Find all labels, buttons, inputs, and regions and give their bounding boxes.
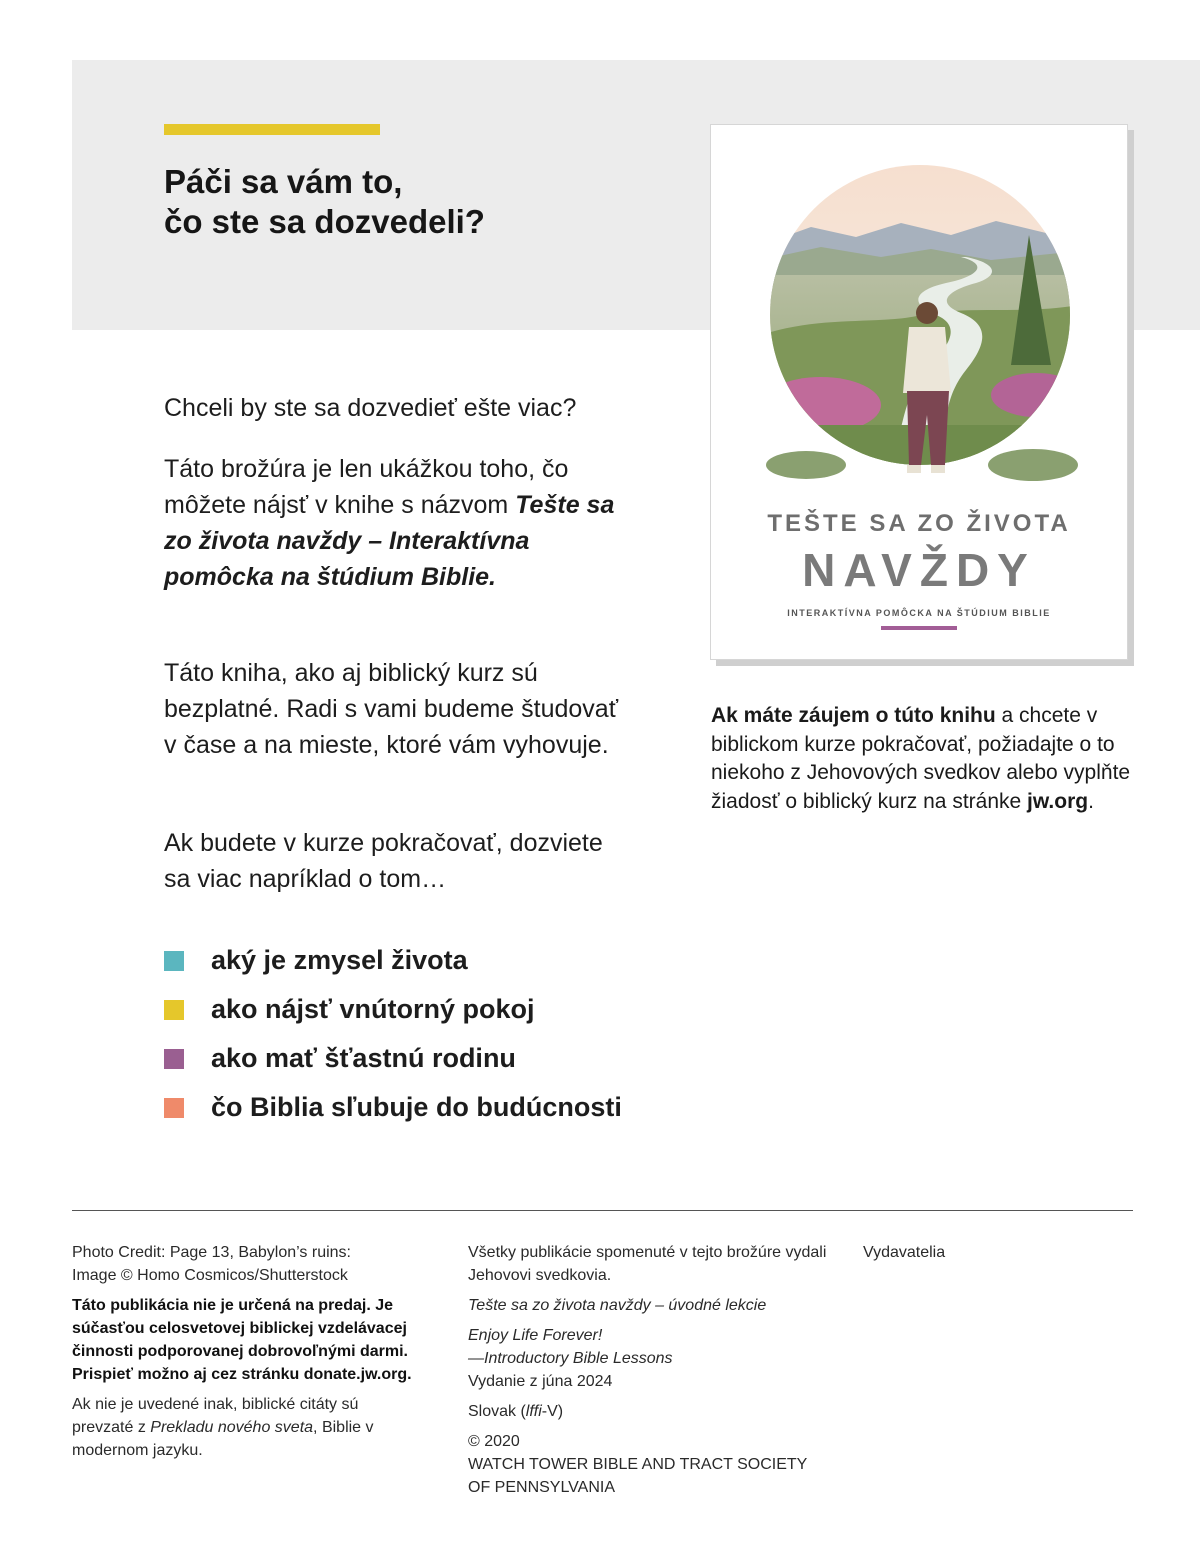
edition-text: Vydanie z júna 2024 bbox=[468, 1373, 613, 1390]
teal-square-icon bbox=[164, 951, 184, 971]
footer-column-3 bbox=[863, 1241, 1063, 1271]
page-title-line1: Páči sa vám to, bbox=[164, 163, 403, 200]
publishers-label: Vydavatelia bbox=[863, 1244, 946, 1261]
topic-label: ako nájsť vnútorný pokoj bbox=[211, 994, 535, 1024]
man-walking-on-path-landscape-image bbox=[761, 165, 1079, 505]
book-cover bbox=[710, 124, 1128, 660]
language-prefix: Slovak ( bbox=[468, 1403, 526, 1420]
footer-divider bbox=[72, 1210, 1133, 1211]
list-item bbox=[164, 1034, 622, 1083]
photo-credit-line1: Photo Credit: Page 13, Babylon’s ruins: bbox=[72, 1244, 351, 1261]
society-line2: OF PENNSYLVANIA bbox=[468, 1479, 615, 1496]
cover-title-line2: NAVŽDY bbox=[802, 544, 1036, 596]
photo-credit bbox=[72, 1241, 412, 1287]
brochure-description-text: Táto brožúra je len ukážkou toho, čo môžete nájsť v knihe s názvom bbox=[164, 455, 569, 519]
english-title-line2: —Introductory Bible Lessons bbox=[468, 1350, 673, 1367]
brochure-description bbox=[164, 451, 624, 595]
language-code-text bbox=[468, 1400, 838, 1423]
cover-subtitle: INTERAKTÍVNA POMÔCKA NA ŠTÚDIUM BIBLIE bbox=[787, 608, 1051, 618]
cover-accent-line bbox=[881, 626, 957, 630]
book-request-text bbox=[711, 702, 1141, 816]
photo-credit-line2: Image © Homo Cosmicos/Shutterstock bbox=[72, 1267, 348, 1284]
book-title-inline: Tešte sa zo života navždy – Interaktívna pomôcka na štúdium Biblie. bbox=[164, 491, 615, 591]
purple-square-icon bbox=[164, 1049, 184, 1069]
accent-bar bbox=[164, 124, 380, 135]
free-course-text: Táto kniha, ako aj biblický kurz sú bezplatné. Radi s vami budeme študovať v čase a na mieste, ktoré vám vyhovuje. bbox=[164, 659, 619, 759]
copyright-year: © 2020 bbox=[468, 1433, 520, 1450]
yellow-square-icon bbox=[164, 1000, 184, 1020]
topic-list bbox=[164, 936, 622, 1132]
topic-label: čo Biblia sľubuje do budúcnosti bbox=[211, 1092, 622, 1122]
topic-label: ako mať šťastnú rodinu bbox=[211, 1043, 516, 1073]
language-code: lffi bbox=[525, 1403, 542, 1420]
publications-note: Všetky publikácie spomenuté v tejto brožúre vydali Jehovovi svedkovia. bbox=[468, 1244, 827, 1284]
language-suffix: -V) bbox=[541, 1403, 564, 1420]
jw-org-link[interactable]: jw.org bbox=[1027, 789, 1089, 813]
not-for-sale-notice: Táto publikácia nie je určená na predaj. Je súčasťou celosvetovej biblickej vzdelávacej činnosti podporovanej dobrovoľnými darmi. Prispieť možno aj cez stránku donate.jw.org. bbox=[72, 1297, 412, 1383]
list-item bbox=[164, 1083, 622, 1132]
citation-end: , Biblie v modernom jazyku. bbox=[72, 1419, 374, 1459]
society-line1: WATCH TOWER BIBLE AND TRACT SOCIETY bbox=[468, 1456, 808, 1473]
topic-label: aký je zmysel života bbox=[211, 945, 468, 975]
copyright-block bbox=[468, 1430, 838, 1499]
book-request-lead: Ak máte záujem o túto knihu bbox=[711, 704, 996, 727]
page-title-line2: čo ste sa dozvedeli? bbox=[164, 203, 485, 240]
intro-question: Chceli by ste sa dozvedieť ešte viac? bbox=[164, 394, 577, 422]
brochure-title: Tešte sa zo života navždy – úvodné lekcie bbox=[468, 1297, 767, 1314]
list-item bbox=[164, 936, 622, 985]
footer-column-1 bbox=[72, 1241, 412, 1469]
citation-title: Prekladu nového sveta bbox=[150, 1419, 314, 1436]
english-title-block bbox=[468, 1324, 838, 1393]
page-title bbox=[164, 162, 644, 242]
list-item bbox=[164, 985, 622, 1034]
book-request-end: . bbox=[1088, 789, 1094, 813]
orange-square-icon bbox=[164, 1098, 184, 1118]
cover-title-line1: TEŠTE SA ZO ŽIVOTA bbox=[767, 510, 1071, 537]
english-title-line1: Enjoy Life Forever! bbox=[468, 1327, 603, 1344]
footer-column-2 bbox=[468, 1241, 838, 1506]
continue-course-text: Ak budete v kurze pokračovať, dozviete sa viac napríklad o tom… bbox=[164, 829, 603, 893]
book-request-body: a chcete v biblickom kurze pokračovať, požiadajte o to niekoho z Jehovových svedkov alebo vyplňte žiadosť o biblický kurz na stránke bbox=[711, 704, 1131, 813]
scripture-citation-note bbox=[72, 1393, 412, 1462]
citation-lead: Ak nie je uvedené inak, biblické citáty sú prevzaté z bbox=[72, 1396, 359, 1436]
